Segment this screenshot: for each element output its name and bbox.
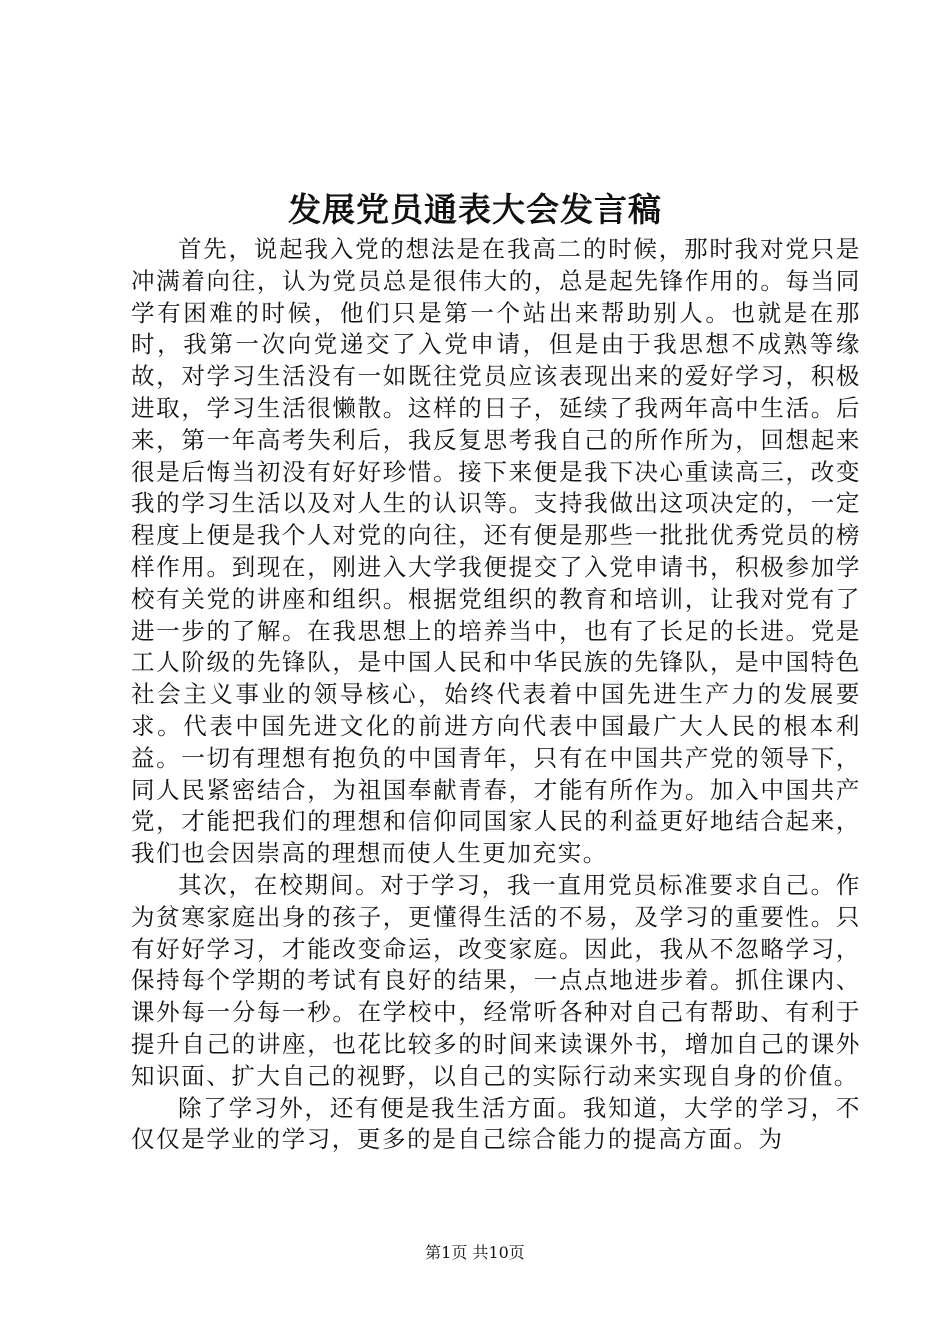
paragraph-2: 其次，在校期间。对于学习，我一直用党员标准要求自己。作为贫寒家庭出身的孩子，更懂得生活的不易，及学习的重要性。只有好好学习，才能改变命运，改变家庭。因此，我从不忽略学习，保持每个学期的考试有良好的结果，一点点地进步着。抓住课内、课外每一分每一秒。在学校中，经常听各种对自己有帮助、有利于提升自己的讲座，也花比较多的时间来读课外书，增加自己的课外知识面、扩大自己的视野，以自己的实际行动来实现自身的价值。 bbox=[131, 870, 861, 1090]
page-number-footer: 第1页 共10页 bbox=[425, 1243, 525, 1262]
document-title: 发展党员通表大会发言稿 bbox=[288, 190, 662, 229]
paragraph-1: 首先，说起我入党的想法是在我高二的时候，那时我对党只是冲满着向往，认为党员总是很伟大的，总是起先锋作用的。每当同学有困难的时候，他们只是第一个站出来帮助别人。也就是在那时，我第一次向党递交了入党申请，但是由于我思想不成熟等缘故，对学习生活没有一如既往党员应该表现出来的爱好学习，积极进取，学习生活很懒散。这样的日子，延续了我两年高中生活。后来，第一年高考失利后，我反复思考我自己的所作所为，回想起来很是后悔当初没有好好珍惜。接下来便是我下决心重读高三，改变我的学习生活以及对人生的认识等。支持我做出这项决定的，一定程度上便是我个人对党的向往，还有便是那些一批批优秀党员的榜样作用。到现在，刚进入大学我便提交了入党申请书，积极参加学校有关党的讲座和组织。根据党组织的教育和培训，让我对党有了进一步的了解。在我思想上的培养当中，也有了长足的长进。党是工人阶级的先锋队，是中国人民和中华民族的先锋队，是中国特色社会主义事业的领导核心，始终代表着中国先进生产力的发展要求。代表中国先进文化的前进方向代表中国最广大人民的根本利益。一切有理想有抱负的中国青年，只有在中国共产党的领导下，同人民紧密结合，为祖国奉献青春，才能有所作为。加入中国共产党，才能把我们的理想和信仰同国家人民的利益更好地结合起来，我们也会因崇高的理想而使人生更加充实。 bbox=[131, 235, 861, 868]
paragraph-3: 除了学习外，还有便是我生活方面。我知道，大学的学习，不仅仅是学业的学习，更多的是自己综合能力的提高方面。为 bbox=[131, 1093, 861, 1154]
document-body bbox=[131, 234, 861, 1156]
